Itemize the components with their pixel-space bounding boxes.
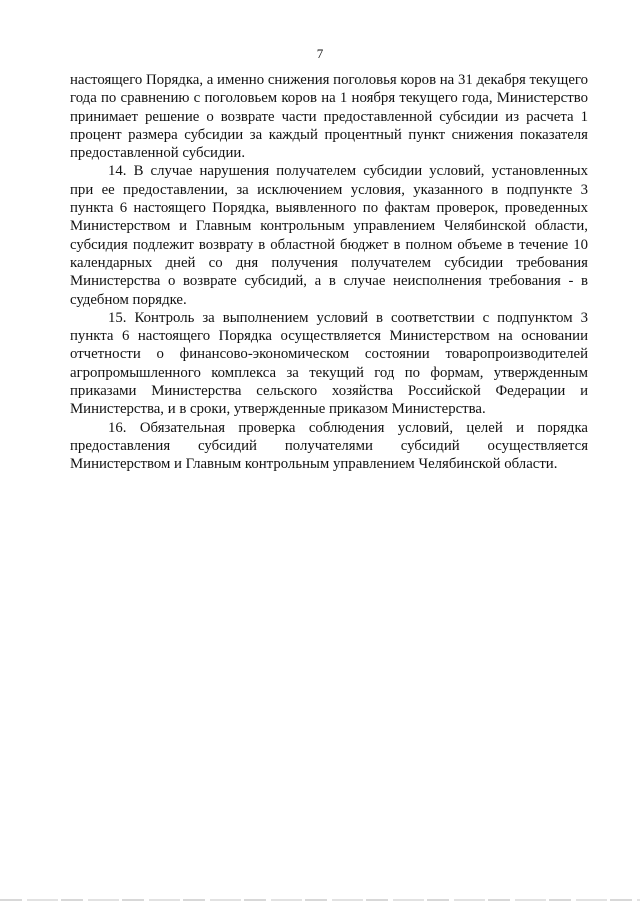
paragraph-continuation: настоящего Порядка, а именно снижения поголовья коров на 31 декабря текущего года по сравнению с поголовьем коров на 1 ноября текущего года, Министерство принимает решение о возврате части предоставленной субсидии из расчета 1 процент размера субсидии за каждый процентный пункт снижения показателя предоставленной субсидии. xyxy=(70,72,588,162)
paragraph-item-16: 16. Обязательная проверка соблюдения условий, целей и порядка предоставления субсидий получателями субсидий осуществляется Министерством и Главным контрольным управлением Челябинской области. xyxy=(70,419,588,473)
scan-bottom-edge xyxy=(0,899,640,901)
document-body xyxy=(70,71,588,474)
paragraph-item-14: 14. В случае нарушения получателем субсидии условий, установленных при ее предоставлении, за исключением условия, указанного в подпункте 3 пункта 6 настоящего Порядка, выявленного по фактам проверок, проведенных Министерством и Главным контрольным управлением Челябинской области, субсидия подлежит возврату в областной бюджет в полном объеме в течение 10 календарных дней со дня получения получателем субсидии требования Министерства о возврате субсидий, а в случае неисполнения требования - в судебном порядке. xyxy=(70,163,588,308)
page-number: 7 xyxy=(316,46,324,61)
paragraph-item-15: 15. Контроль за выполнением условий в соответствии с подпунктом 3 пункта 6 настоящего Порядка осуществляется Министерством на основании отчетности о финансово-экономическом состоянии товаропроизводителей агропромышленного комплекса за текущий год по формам, утвержденным приказами Министерства сельского хозяйства Российской Федерации и Министерства, и в сроки, утвержденные приказом Министерства. xyxy=(70,309,588,418)
